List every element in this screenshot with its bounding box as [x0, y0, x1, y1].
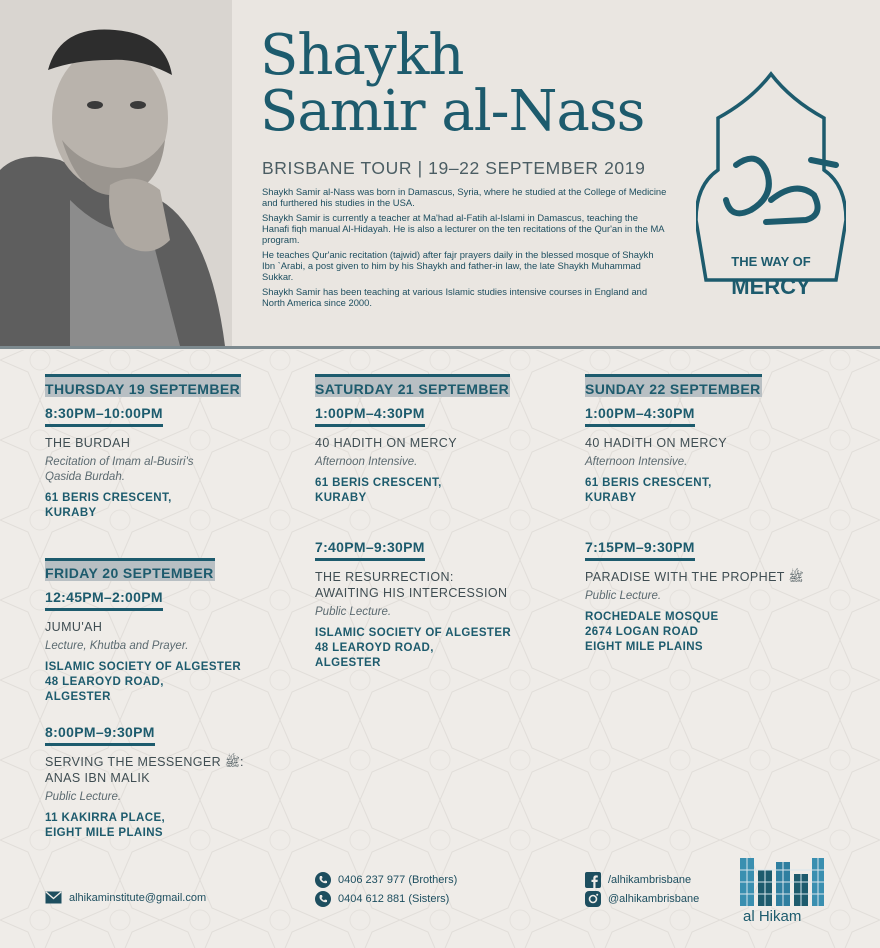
event-title: 40 HADITH ON MERCY: [315, 436, 457, 450]
event-location: 61 BERIS CRESCENT, KURABY: [45, 492, 172, 519]
day-block-thursday: [45, 374, 285, 521]
instagram-handle[interactable]: @alhikambrisbane: [608, 893, 700, 905]
phone-icon: [315, 891, 331, 907]
event-title: PARADISE WITH THE PROPHET ﷺ: [585, 570, 804, 584]
event-description: Afternoon Intensive.: [315, 456, 418, 468]
header-banner: [0, 0, 880, 346]
event-block-sunday-evening: [585, 532, 825, 655]
bio-paragraph: Shaykh Samir al-Nass was born in Damascus, Syria, where he studied at the College of Medicine and furthered his studies in the USA.: [262, 186, 667, 208]
event-description: Public Lecture.: [585, 590, 662, 602]
day-block-saturday: [315, 374, 555, 506]
event-block-friday-evening: [45, 717, 285, 841]
emblem-text-line-2: MERCY: [731, 274, 811, 299]
way-of-mercy-emblem: [696, 70, 846, 310]
page-title: [260, 23, 645, 144]
day-block-friday: [45, 558, 285, 705]
email-address[interactable]: alhikaminstitute@gmail.com: [69, 891, 207, 904]
bio-paragraph: Shaykh Samir is currently a teacher at Ma'had al-Fatih al-Islami in Damascus, teaching the Hanafi fiqh manual Al-Hidayah. He is also a lecturer on the ten recitations of the Qur'an in the MA program.: [262, 212, 665, 245]
day-heading: SATURDAY 21 SEPTEMBER: [315, 374, 510, 397]
title-line-1: Shaykh: [260, 23, 464, 88]
event-location: ISLAMIC SOCIETY OF ALGESTER 48 LEAROYD ROAD, ALGESTER: [315, 627, 512, 669]
facebook-handle[interactable]: /alhikambrisbane: [608, 874, 692, 886]
event-block-saturday-evening: [315, 532, 555, 671]
event-description: Public Lecture.: [315, 606, 392, 618]
event-description: Afternoon Intensive.: [585, 456, 688, 468]
event-location: 11 KAKIRRA PLACE, EIGHT MILE PLAINS: [45, 812, 166, 839]
event-time: 7:40PM–9:30PM: [315, 539, 425, 561]
event-time: 7:15PM–9:30PM: [585, 539, 695, 561]
event-time: 8:30PM–10:00PM: [45, 405, 163, 427]
facebook-contact[interactable]: [585, 872, 691, 888]
event-location: 61 BERIS CRESCENT, KURABY: [315, 477, 442, 504]
title-line-2: Samir al-Nass: [260, 79, 645, 144]
event-location: ROCHEDALE MOSQUE 2674 LOGAN ROAD EIGHT MILE PLAINS: [585, 611, 719, 653]
facebook-icon: [585, 872, 601, 888]
email-contact[interactable]: [45, 891, 206, 904]
event-title: THE RESURRECTION: AWAITING HIS INTERCESSION: [315, 570, 508, 600]
event-description: Recitation of Imam al-Busiri's Qasida Burdah.: [45, 456, 194, 483]
event-title: THE BURDAH: [45, 436, 131, 450]
event-description: Lecture, Khutba and Prayer.: [45, 640, 189, 652]
event-location: ISLAMIC SOCIETY OF ALGESTER 48 LEAROYD ROAD, ALGESTER: [45, 661, 242, 703]
phone-icon: [315, 872, 331, 888]
tour-subtitle: BRISBANE TOUR | 19–22 SEPTEMBER 2019: [262, 158, 646, 178]
event-title: JUMU'AH: [45, 620, 103, 634]
event-time: 12:45PM–2:00PM: [45, 589, 163, 611]
email-icon: [45, 891, 62, 904]
day-block-sunday: [585, 374, 825, 506]
event-title: SERVING THE MESSENGER ﷺ: ANAS IBN MALIK: [45, 755, 244, 785]
day-heading: THURSDAY 19 SEPTEMBER: [45, 374, 241, 397]
event-title: 40 HADITH ON MERCY: [585, 436, 727, 450]
phone-sisters-contact[interactable]: [315, 891, 449, 907]
speaker-portrait: [0, 0, 232, 346]
event-time: 1:00PM–4:30PM: [315, 405, 425, 427]
phone-sisters[interactable]: 0404 612 881 (Sisters): [338, 893, 450, 905]
phone-brothers[interactable]: 0406 237 977 (Brothers): [338, 874, 458, 886]
instagram-contact[interactable]: [585, 891, 699, 907]
phone-brothers-contact[interactable]: [315, 872, 457, 888]
instagram-icon: [585, 891, 601, 907]
speaker-bio: [262, 186, 667, 312]
day-heading: SUNDAY 22 SEPTEMBER: [585, 374, 762, 397]
event-description: Public Lecture.: [45, 791, 122, 803]
logo-wordmark: al Hikam: [743, 908, 802, 925]
bio-paragraph: He teaches Qur'anic recitation (tajwid) after fajr prayers daily in the blessed mosque of Shaykh Ibn `Arabi, a post given to him by his Shaykh and father-in law, the late Shaykh Muhammad Sukkar.: [262, 249, 654, 282]
event-time: 1:00PM–4:30PM: [585, 405, 695, 427]
header-divider: [0, 346, 880, 349]
emblem-text-line-1: THE WAY OF: [731, 254, 811, 269]
day-heading: FRIDAY 20 SEPTEMBER: [45, 558, 215, 581]
event-location: 61 BERIS CRESCENT, KURABY: [585, 477, 712, 504]
event-time: 8:00PM–9:30PM: [45, 724, 155, 746]
bio-paragraph: Shaykh Samir has been teaching at various Islamic studies intensive courses in England and North America since 2000.: [262, 286, 648, 308]
